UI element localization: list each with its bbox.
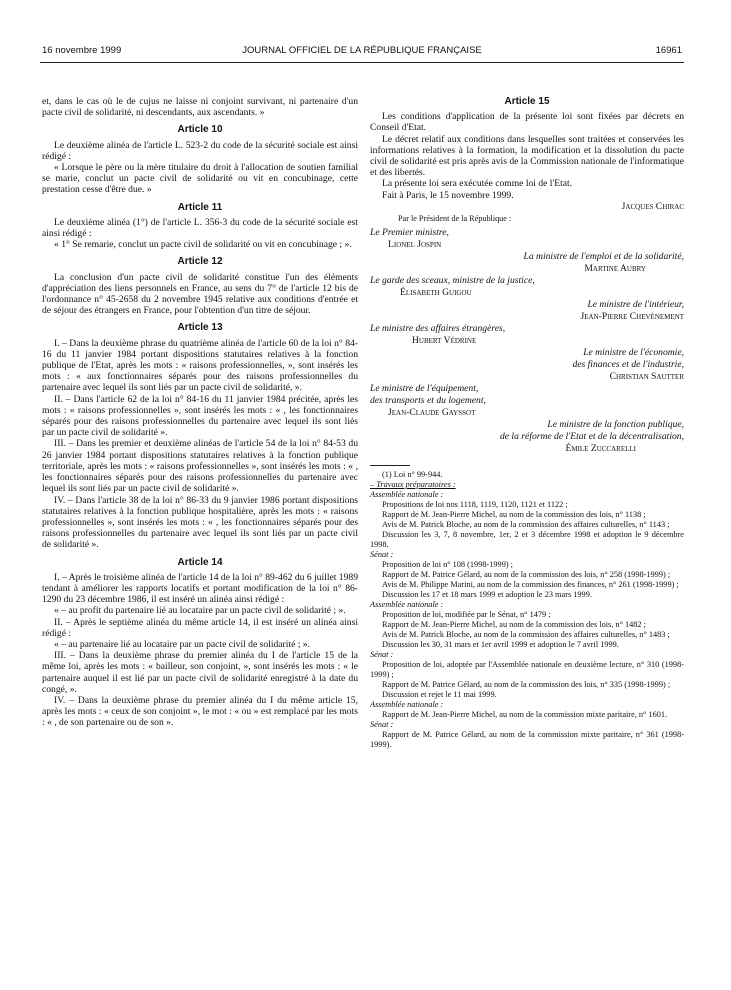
article-15-p2: Le décret relatif aux conditions dans lesquelles sont traitées et conservées les informations relatives à la formation, la modification et la dissolution du pacte civil de solidarité est pris après avis de la Commission nationale de l'informatique et des libertés. (370, 133, 684, 179)
article-14-title: Article 14 (177, 556, 223, 568)
travaux-heading: Assemblée nationale : (370, 599, 444, 609)
travaux-heading: Sénat : (370, 549, 394, 559)
footnotes (370, 470, 684, 750)
travaux-item: Proposition de loi, modifiée par le Sénat, n° 1479 ; (382, 609, 551, 619)
travaux-heading: Sénat : (370, 649, 394, 659)
footnote-loi: (1) Loi n° 99-944. (382, 469, 443, 479)
signature-president (370, 201, 684, 214)
footnote-rule (370, 465, 410, 466)
travaux-item: Propositions de loi nos 1118, 1119, 1120, 1121 et 1122 ; (382, 499, 568, 509)
header-rule (40, 62, 684, 63)
par-president: Par le Président de la République : (398, 213, 512, 223)
signature-4: Le ministre de l'intérieur, Jean-Pierre Chevènement (580, 298, 684, 322)
article-11-p1: Le deuxième alinéa (1°) de l'article L. 356-3 du code de la sécurité sociale est ainsi rédigé : (42, 216, 358, 240)
signature-1: Le Premier ministre, Lionel Jospin (370, 226, 449, 250)
travaux-item: Rapport de M. Patrice Gélard, au nom de la commission des lois, n° 335 (1998-1999) ; (382, 679, 671, 689)
article-14-p5: III. – Dans la deuxième phrase du premier alinéa du I de l'article 15 de la même loi, après les mots : « bailleur, son conjoint, », sont insérés les mots : « le partenaire auquel il est lié par un pacte civil de solidarité enregistré à la date du congé, ». (42, 650, 358, 695)
article-15-p1: Les conditions d'application de la présente loi sont fixées par décrets en Conseil d'Etat. (370, 111, 684, 134)
article-12-title: Article 12 (177, 256, 223, 268)
travaux-item: Discussion les 30, 31 mars et 1er avril 1999 et adoption le 7 avril 1999. (382, 639, 619, 649)
travaux-item: Discussion et rejet le 11 mai 1999. (382, 689, 497, 699)
signature-3: Le garde des sceaux, ministre de la justice, Élisabeth Guigou (370, 274, 535, 298)
article-13-p4: IV. – Dans l'article 38 de la loi n° 86-33 du 9 janvier 1986 portant dispositions statutaires relatives à la fonction publique hospitalière, après les mots : « raisons professionnelles », sont insérés les mots : « , les fonctionnaires séparés pour des raisons professionnelles du partenaire avec lequel ils sont liés par un pacte civil de solidarité ». (42, 494, 358, 551)
article-13-p2: II. – Dans l'article 62 de la loi n° 84-16 du 11 janvier 1984 précitée, après les mots : « raisons professionnelles », sont insérés les mots : « , les fonctionnaires séparés pour des raisons professionnelles du partenaire avec lequel ils sont liés par un pacte civil de solidarité ». (42, 393, 358, 439)
travaux-item: Discussion les 3, 7, 8 novembre, 1er, 2 et 3 décembre 1998 et adoption le 9 décembre 1998. (370, 529, 684, 549)
article-15-title: Article 15 (504, 96, 550, 107)
travaux-item: Rapport de M. Patrice Gélard, au nom de la commission des lois, n° 258 (1998-1999) ; (382, 569, 671, 579)
article-14-p3: II. – Après le septième alinéa du même article 14, il est inséré un alinéa ainsi rédigé : (42, 616, 358, 639)
header-page-number: 16961 (655, 45, 682, 56)
article-10-title: Article 10 (177, 124, 223, 136)
article-10-p2: « Lorsque le père ou la mère titulaire du droit à l'allocation de soutien familial se marie, conclut un pacte civil de solidarité ou vit en concubinage, cette prestation cesse d'être due. » (42, 162, 358, 196)
travaux-item: Avis de M. Patrick Bloche, au nom de la commission des affaires culturelles, n° 1483 ; (382, 629, 670, 639)
article-13-p3: III. – Dans les premier et deuxième alinéas de l'article 54 de la loi n° 84-53 du 26 janvier 1984 portant dispositions statutaires relatives à la fonction publique territoriale, après les mots : « raisons professionnelles », sont insérés les mots : « , les fonctionnaires séparés pour des raisons professionnelles du partenaire avec lequel ils sont liés par un pacte civil de solidarité ». (42, 438, 358, 495)
travaux-item: Proposition de loi n° 108 (1998-1999) ; (382, 559, 513, 569)
travaux-item: Avis de M. Patrick Bloche, au nom de la commission des affaires culturelles, n° 1143 ; (382, 519, 670, 529)
article-11-p2: « 1° Se remarie, conclut un pacte civil de solidarité ou vit en concubinage ; ». (54, 239, 352, 251)
article-15-p3: La présente loi sera exécutée comme loi de l'Etat. (382, 178, 573, 190)
article-11-title: Article 11 (177, 201, 223, 213)
article-14-p4: « – au partenaire lié au locataire par un pacte civil de solidarité ; ». (54, 638, 310, 650)
signature-7: Le ministre de l'équipement, des transports et du logement, Jean-Claude Gayssot (370, 382, 486, 418)
article-13-p1: I. – Dans la deuxième phrase du quatrième alinéa de l'article 60 de la loi n° 84-16 du 11 janvier 1984 portant dispositions statutaires relatives à la fonction publique de l'Etat, après les mots : « raisons professionnelles, », sont insérés les mots : « aux fonctionnaires séparés pour des raisons professionnelles du partenaire avec lequel ils sont liés par un pacte civil de solidarité, ». (42, 337, 358, 394)
signature-6: Le ministre de l'économie, des finances et de l'industrie, Christian Sautter (572, 346, 684, 382)
travaux-item: Avis de M. Philippe Marini, au nom de la commission des finances, n° 261 (1998-1999) ; (382, 579, 679, 589)
page-header (42, 45, 682, 59)
travaux-item: Rapport de M. Jean-Pierre Michel, au nom de la commission des lois, n° 1482 ; (382, 619, 646, 629)
article-13-title: Article 13 (177, 322, 223, 334)
travaux-heading: Sénat : (370, 719, 394, 729)
left-column (42, 96, 358, 729)
travaux-item: Proposition de loi, adoptée par l'Assemblée nationale en deuxième lecture, n° 310 (1998-1999) ; (370, 659, 684, 679)
article-12-p1: La conclusion d'un pacte civil de solidarité constitue l'un des éléments d'appréciation des liens personnels en France, au sens du 7° de l'article 12 bis de l'ordonnance n° 45-2658 du 2 novembre 1945 relative aux conditions d'entrée et de séjour des étrangers en France, pour l'obtention d'un titre de séjour. (42, 271, 358, 317)
signature-2: La ministre de l'emploi et de la solidarité, Martine Aubry (523, 250, 684, 274)
travaux-heading: Assemblée nationale : (370, 699, 444, 709)
article-14-p6: IV. – Dans la deuxième phrase du premier alinéa du I du même article 15, après les mots : « ceux de son conjoint », le mot : « ou » est remplacé par les mots : « , de son partenaire ou de son ». (42, 694, 358, 729)
travaux-list (370, 490, 684, 750)
article-10-p1: Le deuxième alinéa de l'article L. 523-2 du code de la sécurité sociale est ainsi rédigé : (42, 139, 358, 162)
travaux-item: Rapport de M. Jean-Pierre Michel, au nom de la commission mixte paritaire, n° 1601. (382, 709, 668, 719)
travaux-item: Discussion les 17 et 18 mars 1999 et adoption le 23 mars 1999. (382, 589, 592, 599)
header-date: 16 novembre 1999 (42, 45, 122, 56)
signature-5: Le ministre des affaires étrangères, Hubert Védrine (370, 322, 506, 346)
signature-8: Le ministre de la fonction publique, de la réforme de l'Etat et de la décentralisation, Émile Zuccarelli (499, 418, 684, 454)
signing-place-date: Fait à Paris, le 15 novembre 1999. (382, 189, 514, 201)
article-14-p2: « – au profit du partenaire lié au locataire par un pacte civil de solidarité ; ». (54, 605, 346, 617)
article-14-p1: I. – Après le troisième alinéa de l'article 14 de la loi n° 89-462 du 6 juillet 1989 tendant à améliorer les rapports locatifs et portant modification de la loi n° 86-1290 du 23 décembre 1986, il est inséré un alinéa ainsi rédigé : (42, 571, 358, 606)
travaux-item: Rapport de M. Jean-Pierre Michel, au nom de la commission des lois, n° 1138 ; (382, 509, 646, 519)
president-name: Jacques Chirac (621, 200, 684, 212)
intro-paragraph: et, dans le cas où le de cujus ne laisse ni conjoint survivant, ni partenaire d'un pacte civil de solidarité, ni descendants, aux ascendants. » (42, 96, 358, 119)
right-column (370, 96, 684, 750)
travaux-heading: Assemblée nationale : (370, 489, 444, 499)
footnote-travaux: – Travaux préparatoires : (370, 479, 456, 489)
header-journal-title: JOURNAL OFFICIEL DE LA RÉPUBLIQUE FRANÇAISE (242, 45, 482, 56)
travaux-item: Rapport de M. Patrice Gélard, au nom de la commission mixte paritaire, n° 361 (1998-1999). (370, 729, 684, 749)
